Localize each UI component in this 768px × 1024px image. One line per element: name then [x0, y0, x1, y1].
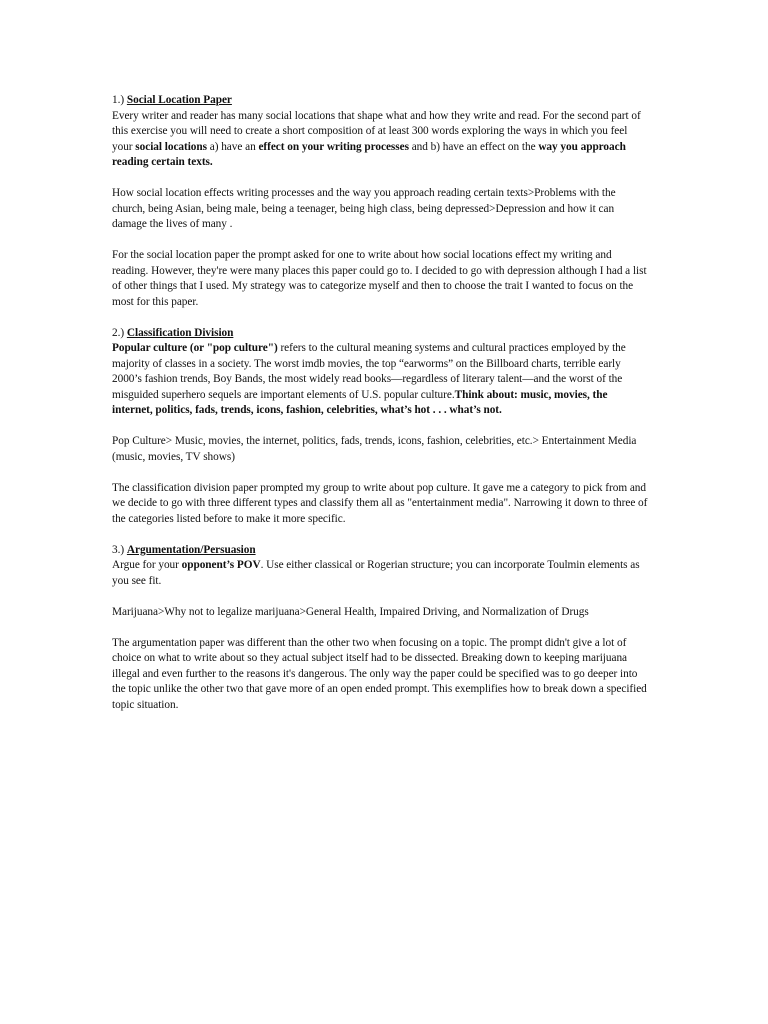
prompt-text: Argue for your	[112, 559, 182, 571]
section-heading	[112, 326, 648, 342]
document-page	[112, 93, 648, 713]
section-heading	[112, 543, 648, 559]
prompt-emphasis: opponent’s POV	[181, 559, 261, 571]
prompt-text: refers to the cultural meaning systems and cultural practices employed by the majority of classes in a society. The worst imdb movies, the top “earworms” on the Billboard charts, terrible early 2000’s fashion trends, Boy Bands, the most widely read books—regardless of literary talent—and the worst of the misguided superhero sequels are important elements of U.S. popular culture.	[112, 342, 626, 401]
reflection-paragraph: For the social location paper the prompt asked for one to write about how social locations effect my writing and reading. However, they're were many places this paper could go to. I decided to go with depression although I had a list of other things that I used. My strategy was to categorize myself and then to choose the trait I wanted to focus on the most for this paper.	[112, 249, 647, 308]
brainstorm-notes: Marijuana>Why not to legalize marijuana>General Health, Impaired Driving, and Normalization of Drugs	[112, 605, 589, 618]
section-social-location	[112, 93, 648, 310]
prompt-text: Every writer and reader has many social locations that shape what and how they write and read. For the second part of this exercise you will need to create a short composition of at least 300 words exploring the ways in which you feel your	[112, 109, 641, 153]
section-classification-division	[112, 326, 648, 528]
brainstorm-notes: Pop Culture> Music, movies, the internet, politics, fads, trends, icons, fashion, celebrities, etc.> Entertainment Media (music, movies, TV shows)	[112, 435, 637, 463]
assignment-prompt	[112, 341, 648, 419]
brainstorm-notes: How social location effects writing processes and the way you approach reading certain texts>Problems with the church, being Asian, being male, being a teenager, being high class, being depressed>Depression and how it can damage the lives of many .	[112, 187, 616, 230]
reflection-paragraph: The argumentation paper was different than the other two when focusing on a topic. The prompt didn't give a lot of choice on what to write about so they actual subject itself had to be dissected. Breaking down to keeping marijuana illegal and even further to the reasons it's dangerous. The only way the paper could be specified was to go deeper into the topic unlike the other two that gave more of an open ended prompt. This exemplifies how to break down a specified topic situation.	[112, 636, 647, 711]
prompt-emphasis: Popular culture (or "pop culture")	[112, 342, 278, 354]
prompt-text: . Use either classical or Rogerian structure; you can incorporate Toulmin elements as you see fit.	[112, 559, 640, 587]
section-number: 3.)	[112, 543, 125, 556]
section-number: 1.)	[112, 94, 125, 106]
prompt-text: and b) have an effect on the	[408, 140, 539, 153]
assignment-prompt	[112, 558, 648, 589]
prompt-emphasis: effect on your writing processes	[258, 140, 409, 153]
section-title: Classification Division	[126, 326, 234, 339]
prompt-emphasis: Think about: music, movies, the internet, politics, fads, trends, icons, fashion, celebrities, what’s hot . . . what’s not.	[112, 388, 608, 416]
prompt-text: a) have an	[206, 140, 259, 153]
section-number: 2.)	[112, 326, 125, 339]
assignment-prompt	[112, 109, 648, 171]
section-argumentation	[112, 543, 648, 714]
prompt-emphasis: way you approach reading certain texts.	[112, 140, 626, 168]
prompt-emphasis: social locations	[135, 140, 207, 153]
section-title: Social Location Paper	[126, 94, 232, 106]
reflection-paragraph: The classification division paper prompted my group to write about pop culture. It gave me a category to pick from and we decide to go with three different types and classify them all as "entertainment media". Narrowing it down to three of the categories listed before to make it more specific.	[112, 481, 648, 525]
section-heading	[112, 93, 648, 109]
section-title: Argumentation/Persuasion	[126, 543, 256, 556]
